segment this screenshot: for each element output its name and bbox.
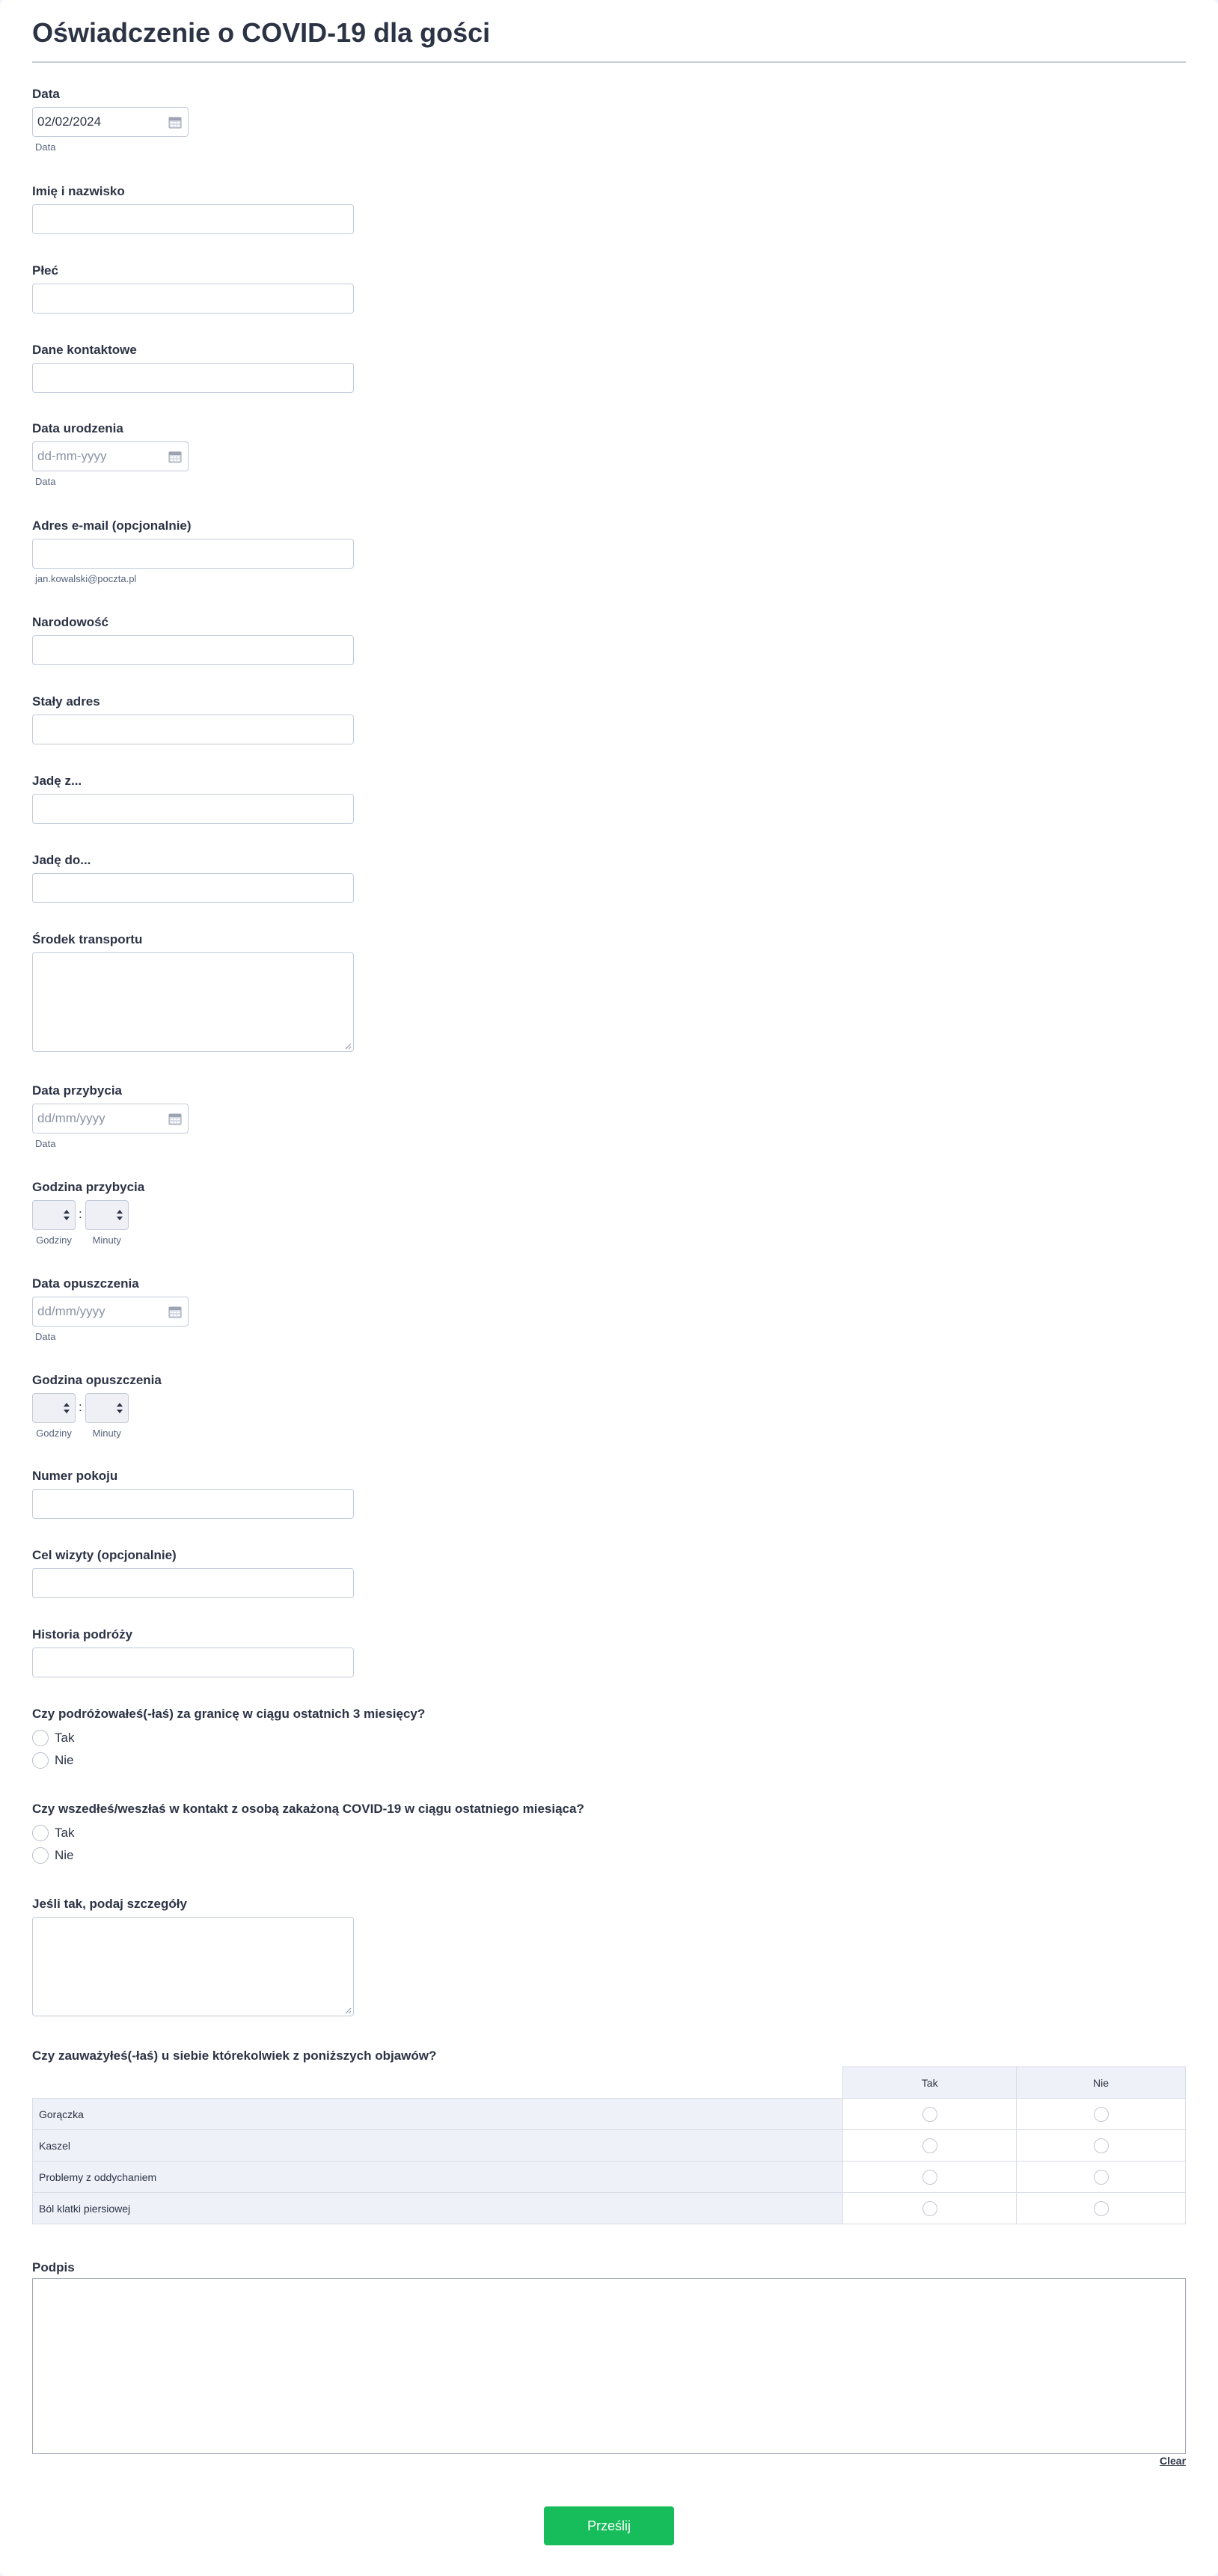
from-input[interactable] — [32, 794, 354, 824]
spinner-icon — [63, 1208, 70, 1223]
field-label: Godzina przybycia — [32, 1180, 145, 1194]
field-label: Czy zauważyłeś(-łaś) u siebie którekolwiek z poniższych objawów? — [32, 2049, 437, 2063]
radio-button[interactable] — [32, 1752, 49, 1769]
radio-label: Tak — [55, 1826, 75, 1840]
radio-option[interactable] — [32, 1749, 425, 1772]
purpose-input[interactable] — [32, 1568, 354, 1598]
birthdate-input[interactable] — [32, 441, 189, 471]
travel-history-input[interactable] — [32, 1648, 354, 1677]
matrix-cell[interactable] — [1017, 2099, 1186, 2130]
matrix-cell[interactable] — [1017, 2130, 1186, 2162]
matrix-row-label: Problemy z oddychaniem — [33, 2162, 843, 2193]
date-input[interactable] — [32, 107, 189, 137]
matrix-cell[interactable] — [843, 2162, 1017, 2193]
arrival-hours-select[interactable] — [32, 1200, 76, 1230]
email-input[interactable] — [32, 539, 354, 569]
field-email — [32, 518, 354, 584]
field-from — [32, 773, 354, 824]
field-label: Płeć — [32, 263, 58, 278]
field-symptoms — [32, 2048, 436, 2069]
field-label: Numer pokoju — [32, 1469, 118, 1483]
address-input[interactable] — [32, 715, 354, 744]
field-label: Czy wszedłeś/weszłaś w kontakt z osobą zakażoną COVID-19 w ciągu ostatniego miesiąca? — [32, 1802, 584, 1816]
matrix-cell[interactable] — [843, 2099, 1017, 2130]
field-abroad-question — [32, 1706, 425, 1772]
radio-button[interactable] — [32, 1825, 49, 1841]
field-contact — [32, 342, 354, 393]
radio-button[interactable] — [922, 2201, 937, 2216]
matrix-cell[interactable] — [1017, 2162, 1186, 2193]
departure-date-input[interactable] — [32, 1297, 189, 1327]
matrix-cell[interactable] — [843, 2130, 1017, 2162]
departure-hours-select[interactable] — [32, 1393, 76, 1423]
calendar-icon[interactable] — [168, 1113, 182, 1125]
date-value: 02/02/2024 — [37, 114, 102, 129]
matrix-corner — [33, 2067, 843, 2099]
field-label: Data urodzenia — [32, 421, 123, 435]
matrix-column-header: Tak — [843, 2067, 1017, 2099]
radio-label: Nie — [55, 1753, 74, 1767]
minutes-sublabel: Minuty — [92, 1235, 121, 1246]
field-gender — [32, 263, 354, 313]
time-separator: : — [79, 1400, 82, 1414]
field-label: Godzina opuszczenia — [32, 1373, 162, 1387]
field-label: Jadę do... — [32, 853, 91, 867]
radio-button[interactable] — [32, 1730, 49, 1746]
email-sublabel: jan.kowalski@poczta.pl — [35, 573, 137, 584]
field-label: Data przybycia — [32, 1083, 122, 1098]
matrix-cell[interactable] — [843, 2193, 1017, 2224]
field-purpose — [32, 1547, 354, 1598]
radio-option[interactable] — [32, 1727, 425, 1749]
spinner-icon — [116, 1208, 123, 1223]
departure-minutes-select[interactable] — [85, 1393, 129, 1423]
radio-button[interactable] — [922, 2138, 937, 2153]
radio-button[interactable] — [922, 2107, 937, 2122]
resize-grip-icon[interactable] — [345, 1043, 352, 1050]
birthdate-sublabel: Data — [35, 476, 56, 487]
field-label: Podpis — [32, 2260, 75, 2274]
time-separator: : — [79, 1207, 82, 1221]
name-input[interactable] — [32, 204, 354, 234]
spinner-icon — [63, 1401, 70, 1416]
radio-label: Nie — [55, 1848, 74, 1862]
field-label: Jeśli tak, podaj szczegóły — [32, 1897, 187, 1911]
field-label: Cel wizyty (opcjonalnie) — [32, 1548, 177, 1562]
submit-button[interactable]: Prześlij — [544, 2506, 674, 2545]
field-label: Dane kontaktowe — [32, 343, 137, 357]
radio-label: Tak — [55, 1731, 75, 1745]
calendar-icon[interactable] — [168, 116, 182, 129]
radio-button[interactable] — [1094, 2138, 1109, 2153]
matrix-cell[interactable] — [1017, 2193, 1186, 2224]
field-label: Data opuszczenia — [32, 1276, 139, 1291]
transport-textarea[interactable] — [32, 952, 354, 1052]
contact-input[interactable] — [32, 363, 354, 393]
field-label: Data — [32, 87, 60, 101]
field-signature — [32, 2260, 75, 2280]
field-address — [32, 694, 354, 744]
radio-button[interactable] — [1094, 2201, 1109, 2216]
field-arrival-time — [32, 1179, 144, 1246]
field-label: Adres e-mail (opcjonalnie) — [32, 518, 192, 533]
signature-pad[interactable] — [32, 2278, 1186, 2454]
matrix-column-header: Nie — [1017, 2067, 1186, 2099]
minutes-sublabel: Minuty — [92, 1428, 121, 1439]
clear-signature-link[interactable]: Clear — [1160, 2455, 1187, 2467]
calendar-icon[interactable] — [168, 1306, 182, 1318]
table-row — [33, 2193, 1186, 2224]
resize-grip-icon[interactable] — [345, 2007, 352, 2014]
birthdate-placeholder: dd-mm-yyyy — [37, 449, 107, 463]
field-room — [32, 1468, 354, 1519]
hours-sublabel: Godziny — [36, 1428, 72, 1439]
field-birthdate — [32, 420, 189, 487]
departure-date-sublabel: Data — [35, 1331, 56, 1342]
field-details — [32, 1896, 354, 2016]
radio-button[interactable] — [1094, 2107, 1109, 2122]
field-nationality — [32, 614, 354, 665]
table-row — [33, 2130, 1186, 2162]
field-label: Historia podróży — [32, 1627, 133, 1642]
radio-option[interactable] — [32, 1822, 584, 1844]
field-label: Narodowość — [32, 615, 109, 629]
table-row — [33, 2162, 1186, 2193]
arrival-date-placeholder: dd/mm/yyyy — [37, 1111, 105, 1125]
field-label: Imię i nazwisko — [32, 184, 125, 198]
arrival-date-sublabel: Data — [35, 1138, 56, 1149]
arrival-minutes-select[interactable] — [85, 1200, 129, 1230]
details-textarea[interactable] — [32, 1917, 354, 2016]
form-title: Oświadczenie o COVID-19 dla gości — [32, 17, 491, 48]
field-contact-question — [32, 1801, 584, 1867]
matrix-row-label: Kaszel — [33, 2130, 843, 2162]
departure-date-placeholder: dd/mm/yyyy — [37, 1304, 105, 1318]
field-date — [32, 86, 189, 153]
field-departure-time — [32, 1372, 162, 1439]
radio-button[interactable] — [922, 2170, 937, 2185]
radio-button[interactable] — [32, 1847, 49, 1864]
field-travel-history — [32, 1627, 354, 1677]
field-label: Środek transportu — [32, 932, 143, 946]
to-input[interactable] — [32, 873, 354, 903]
date-sublabel: Data — [35, 141, 56, 153]
form-header — [32, 13, 1186, 63]
field-label: Jadę z... — [32, 774, 82, 788]
gender-input[interactable] — [32, 284, 354, 313]
field-departure-date — [32, 1276, 189, 1342]
field-transport — [32, 931, 354, 1052]
matrix-row-label: Ból klatki piersiowej — [33, 2193, 843, 2224]
matrix-row-label: Gorączka — [33, 2099, 843, 2130]
field-label: Stały adres — [32, 694, 100, 709]
field-to — [32, 852, 354, 903]
nationality-input[interactable] — [32, 635, 354, 665]
hours-sublabel: Godziny — [36, 1235, 72, 1246]
arrival-date-input[interactable] — [32, 1104, 189, 1133]
field-label: Czy podróżowałeś(-łaś) za granicę w ciągu ostatnich 3 miesięcy? — [32, 1707, 426, 1721]
table-row — [33, 2099, 1186, 2130]
spinner-icon — [116, 1401, 123, 1416]
field-name — [32, 183, 354, 234]
radio-option[interactable] — [32, 1844, 584, 1867]
calendar-icon[interactable] — [168, 450, 182, 463]
field-arrival-date — [32, 1083, 189, 1149]
room-input[interactable] — [32, 1489, 354, 1519]
symptoms-matrix — [32, 2066, 1186, 2224]
radio-button[interactable] — [1094, 2170, 1109, 2185]
